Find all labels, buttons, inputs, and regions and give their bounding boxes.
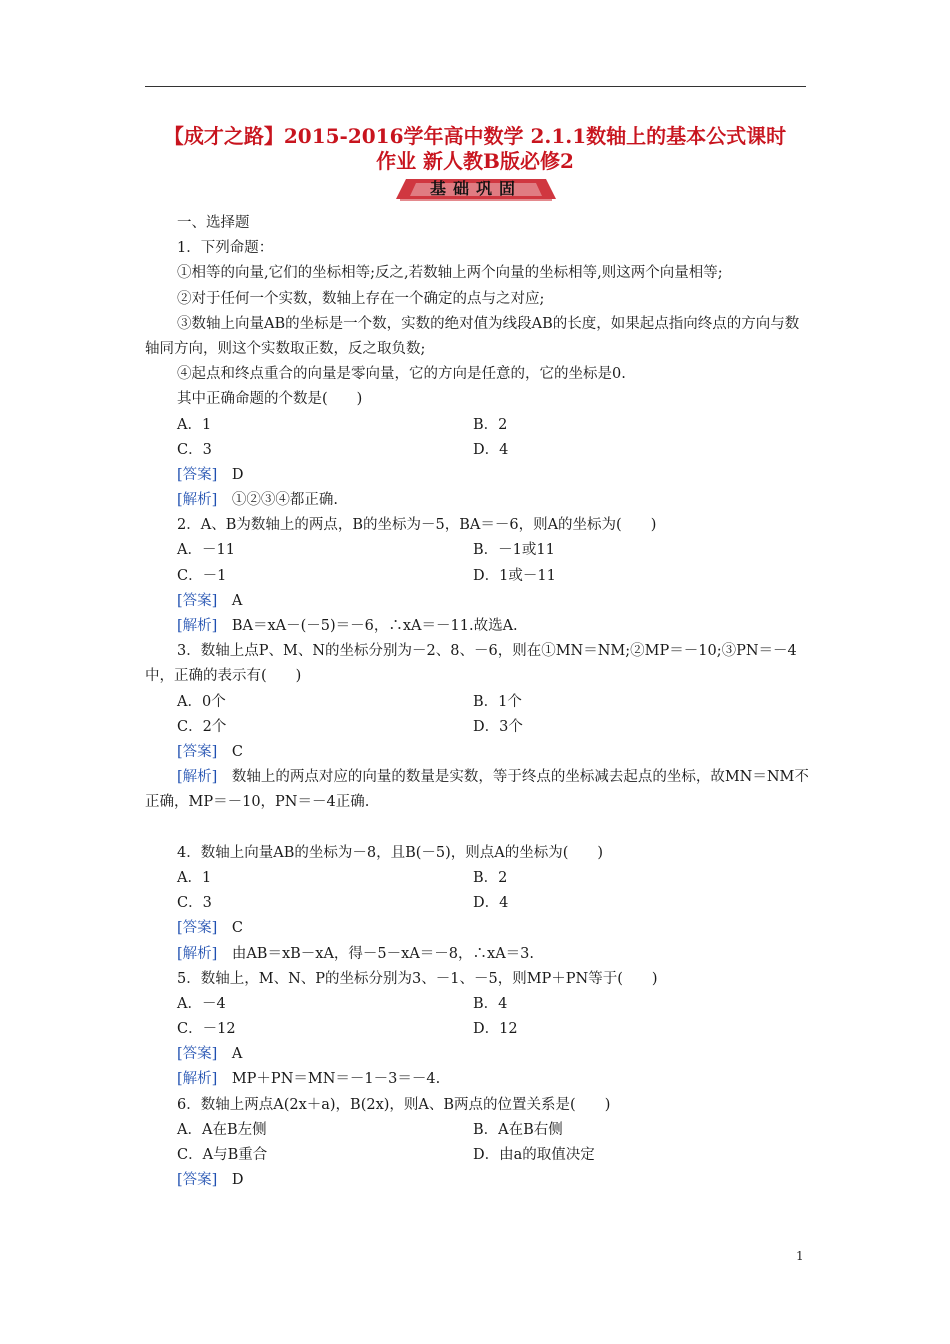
answer-value: C: [231, 920, 243, 937]
option-a: A．1: [177, 416, 212, 433]
question-6: [145, 1093, 809, 1194]
title-line-2: 作业 新人教B版必修2: [376, 149, 574, 173]
analysis-line: [145, 1067, 809, 1092]
question-stem: 5．数轴上，M、N、P的坐标分别为3、－1、－5，则MP＋PN等于( ): [177, 970, 658, 987]
option-d: D．12: [473, 1021, 518, 1038]
analysis-line: [145, 488, 809, 513]
analysis-text: ①②③④都正确.: [231, 492, 338, 509]
answer-line: [145, 1168, 809, 1193]
document-body: [145, 211, 809, 1193]
answer-line: [145, 463, 809, 488]
option-d: D．1或－11: [473, 567, 556, 584]
section-heading: 一、选择题: [177, 215, 250, 231]
analysis-tag: [解析]: [177, 618, 218, 635]
options-row: [145, 992, 809, 1017]
option-a: A．－11: [177, 542, 235, 559]
answer-line: [145, 740, 809, 765]
answer-line: [145, 589, 809, 614]
option-b: B．－1或11: [473, 542, 555, 559]
answer-line: [145, 1042, 809, 1067]
option-d: D．3个: [473, 718, 523, 735]
analysis-text: 数轴上的两点对应的向量的数量是实数，等于终点的坐标减去起点的坐标，故MN＝NM不正确，MP＝－10，PN＝－4正确.: [145, 769, 809, 811]
option-d: D．4: [473, 895, 509, 912]
analysis-tag: [解析]: [177, 1071, 218, 1088]
page-number: 1: [796, 1249, 804, 1263]
analysis-text: 由AB＝xB－xA，得－5－xA＝－8，∴xA＝3.: [231, 945, 535, 962]
options-row: [145, 413, 809, 438]
option-a: A．A在B左侧: [177, 1121, 267, 1138]
answer-tag: [答案]: [177, 1172, 218, 1189]
option-c: C．A与B重合: [177, 1147, 268, 1164]
question-stem: 6．数轴上两点A(2x＋a)，B(2x)，则A、B两点的位置关系是( ): [177, 1096, 611, 1113]
options-row: [145, 1118, 809, 1143]
answer-line: [145, 916, 809, 941]
option-b: B．2: [473, 416, 508, 433]
banner-label: 基础巩固: [429, 179, 522, 198]
option-d: D．由a的取值决定: [473, 1147, 595, 1164]
question-3: [145, 639, 809, 815]
option-c: C．－1: [177, 567, 227, 584]
analysis-line: [145, 942, 809, 967]
answer-tag: [答案]: [177, 592, 218, 609]
question-stem: ③数轴上向量AB的坐标是一个数，实数的绝对值为线段AB的长度，如果起点指向终点的方向与数轴同方向，则这个实数取正数，反之取负数;: [145, 315, 800, 357]
options-row: [145, 564, 809, 589]
options-row: [145, 866, 809, 891]
option-c: C．3: [177, 895, 212, 912]
answer-value: A: [231, 1046, 243, 1063]
options-row: [145, 438, 809, 463]
option-c: C．2个: [177, 718, 227, 735]
option-b: B．4: [473, 995, 508, 1012]
analysis-tag: [解析]: [177, 492, 218, 509]
option-b: B．1个: [473, 693, 522, 710]
answer-value: C: [231, 744, 243, 761]
question-5: [145, 967, 809, 1093]
option-a: A．0个: [177, 693, 226, 710]
option-d: D．4: [473, 441, 509, 458]
question-stem: ④起点和终点重合的向量是零向量，它的方向是任意的，它的坐标是0.: [177, 366, 626, 383]
option-b: B．A在B右侧: [473, 1121, 563, 1138]
option-a: A．－4: [177, 995, 226, 1012]
option-c: C．－12: [177, 1021, 236, 1038]
question-stem: 1．下列命题：: [177, 240, 274, 257]
options-row: [145, 715, 809, 740]
option-c: C．3: [177, 441, 212, 458]
question-stem: 3．数轴上点P、M、N的坐标分别为－2、8、－6，则在①MN＝NM;②MP＝－10;③PN＝－4中，正确的表示有( ): [145, 643, 797, 685]
options-row: [145, 538, 809, 563]
question-2: [145, 513, 809, 639]
question-stem: 4．数轴上向量AB的坐标为－8，且B(－5)，则点A的坐标为( ): [177, 844, 604, 861]
answer-tag: [答案]: [177, 1046, 218, 1063]
question-1: [145, 236, 809, 513]
analysis-line: [145, 765, 809, 815]
analysis-tag: [解析]: [177, 945, 218, 962]
answer-tag: [答案]: [177, 744, 218, 761]
document-title: [130, 124, 820, 174]
question-stem: 2．A、B为数轴上的两点，B的坐标为－5，BA＝－6，则A的坐标为( ): [177, 517, 657, 534]
title-line-1: 【成才之路】2015-2016学年高中数学 2.1.1数轴上的基本公式课时: [163, 124, 787, 148]
answer-value: D: [231, 1172, 244, 1189]
analysis-text: MP＋PN＝MN＝－1－3＝－4.: [231, 1071, 441, 1088]
answer-tag: [答案]: [177, 466, 218, 483]
analysis-tag: [解析]: [177, 769, 218, 786]
question-stem: ①相等的向量,它们的坐标相等;反之,若数轴上两个向量的坐标相等,则这两个向量相等;: [177, 265, 723, 282]
options-row: [145, 891, 809, 916]
analysis-text: BA＝xA－(－5)＝－6，∴xA＝－11.故选A.: [231, 618, 518, 635]
options-row: [145, 1143, 809, 1168]
question-4: [145, 841, 809, 967]
question-stem: ②对于任何一个实数，数轴上存在一个确定的点与之对应;: [177, 290, 545, 307]
section-banner: [396, 175, 556, 201]
answer-value: A: [231, 592, 243, 609]
answer-value: D: [231, 466, 244, 483]
option-b: B．2: [473, 869, 508, 886]
option-a: A．1: [177, 869, 212, 886]
options-row: [145, 1017, 809, 1042]
spacer: [145, 816, 809, 841]
question-stem: 其中正确命题的个数是( ): [177, 391, 363, 408]
analysis-line: [145, 614, 809, 639]
answer-tag: [答案]: [177, 920, 218, 937]
options-row: [145, 690, 809, 715]
header-rule: [145, 86, 806, 87]
